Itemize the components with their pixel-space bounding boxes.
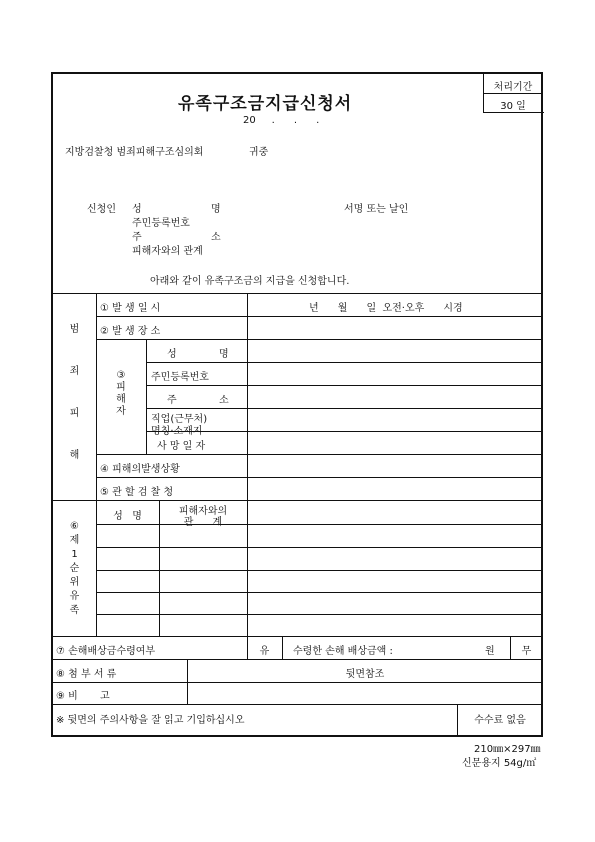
- applicant-rrn-label: 주민등록번호: [132, 218, 190, 229]
- occurrence-place-label: ② 발 생 장 소: [100, 326, 161, 337]
- date-line: 20 . . .: [243, 115, 320, 126]
- attachments-value: 뒷면참조: [345, 669, 385, 680]
- applicant-name-label-2: 명: [211, 204, 221, 215]
- crime-damage-side-label: 범 죄 피 해: [69, 324, 80, 461]
- paper-stock: 신문용지 54g/㎡: [462, 758, 537, 769]
- signature-label: 서명 또는 날인: [344, 204, 409, 215]
- damages-amount-label: 수령한 손해 배상금액 :: [293, 646, 393, 657]
- applicant-label: 신청인: [87, 204, 116, 215]
- family-name-header: 성 명: [113, 511, 142, 522]
- applicant-address-label-2: 소: [211, 232, 221, 243]
- victim-job-label: 직업(근무처): [151, 414, 208, 425]
- applicant-relation-label: 피해자와의 관계: [132, 246, 203, 257]
- applicant-name-label: 성: [132, 204, 142, 215]
- request-statement: 아래와 같이 유족구조금의 지급을 신청합니다.: [150, 276, 350, 287]
- first-rank-family-side-label: ⑥ 제 1 순 위 유 족: [69, 521, 80, 616]
- jurisdiction-office-label: ⑤ 관 할 검 찰 청: [100, 487, 174, 498]
- victim-rrn-label: 주민등록번호: [151, 372, 209, 383]
- won-unit: 원: [485, 646, 495, 657]
- processing-period-value: 30 일: [500, 101, 526, 112]
- victim-name-label: 성: [167, 349, 177, 360]
- family-relation-header-2: 관 계: [183, 517, 223, 528]
- applicant-address-label: 주: [132, 232, 142, 243]
- addressee-suffix: 귀중: [249, 147, 269, 158]
- remarks-label: ⑨ 비 고: [56, 691, 110, 702]
- victim-job-label-2: 명칭·소재지: [151, 426, 203, 437]
- paper-size: 210㎜×297㎜: [474, 744, 541, 755]
- occurrence-datetime-label: ① 발 생 일 시: [100, 303, 161, 314]
- damage-situation-label: ④ 피해의발생상황: [100, 464, 180, 475]
- form-title: 유족구조금지급신청서: [178, 94, 353, 114]
- damages-no-option[interactable]: 무: [521, 646, 532, 657]
- victim-address-label-2: 소: [219, 395, 229, 406]
- victim-address-label: 주: [167, 395, 177, 406]
- addressee: 지방검찰청 범죄피해구조심의회: [65, 147, 204, 158]
- victim-death-date-label: 사 망 일 자: [157, 441, 206, 452]
- notice-text: ※ 뒷면의 주의사항을 잘 읽고 기입하십시오: [56, 715, 245, 726]
- victim-name-label-2: 명: [219, 349, 229, 360]
- processing-period-label: 처리기간: [493, 82, 533, 93]
- victim-side-label: ③ 피 해 자: [116, 370, 126, 417]
- attachments-label: ⑧ 첨 부 서 류: [56, 669, 117, 680]
- occurrence-datetime-value: 년 월 일 오전·오후 시경: [309, 303, 463, 314]
- fee-label: 수수료 없음: [474, 715, 526, 726]
- damages-received-label: ⑦ 손해배상금수령여부: [56, 646, 156, 657]
- damages-yes-option[interactable]: 유: [259, 646, 270, 657]
- application-form: [51, 72, 543, 737]
- family-relation-header: 피해자와의: [178, 506, 228, 517]
